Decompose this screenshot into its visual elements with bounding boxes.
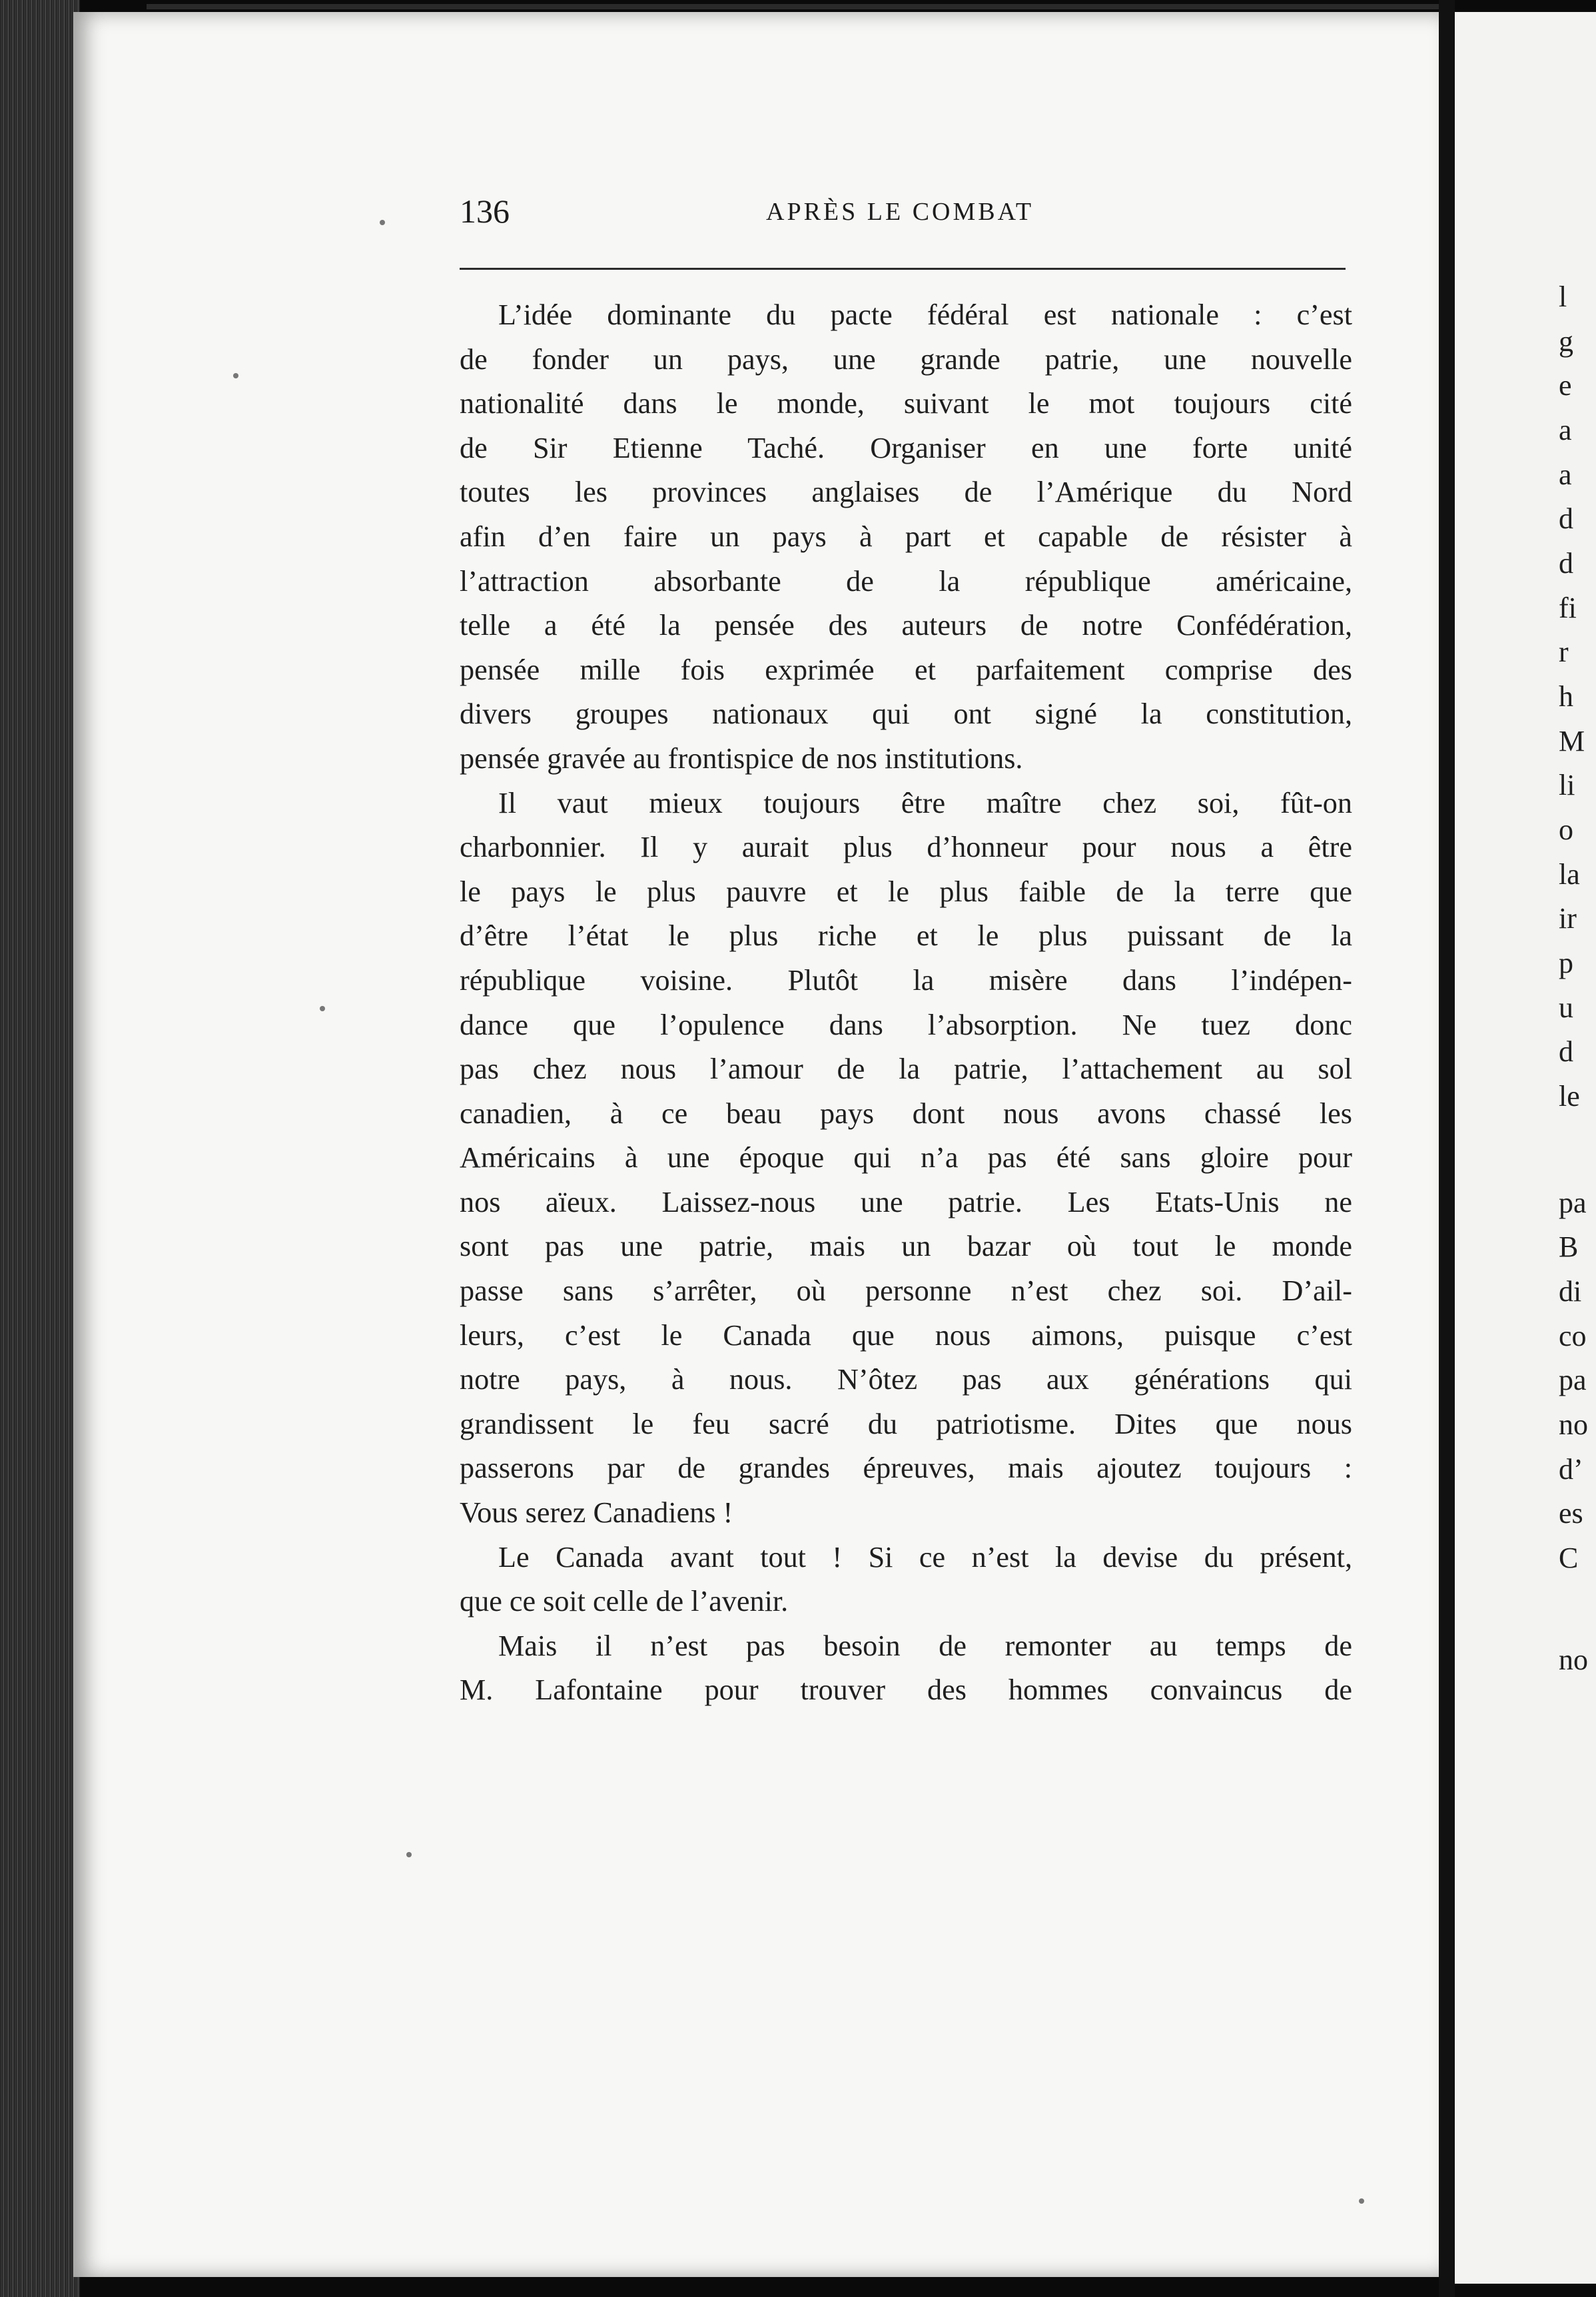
text-line: l’attraction absorbante de la république américaine, <box>460 564 1352 598</box>
next-page-fragment: g <box>1559 325 1573 358</box>
next-page-fragment: d <box>1559 547 1573 580</box>
scan-speck <box>380 220 385 225</box>
text-line: Mais il n’est pas besoin de remonter au temps de <box>498 1629 1352 1662</box>
book-page-edges <box>0 0 80 2297</box>
text-line: sont pas une patrie, mais un bazar où tout le monde <box>460 1230 1352 1263</box>
next-page-fragment: o <box>1559 813 1573 846</box>
next-page-fragment: a <box>1559 458 1572 491</box>
text-line: nationalité dans le monde, suivant le mot toujours cité <box>460 387 1352 420</box>
next-page-fragment: le <box>1559 1080 1580 1113</box>
text-line: pas chez nous l’amour de la patrie, l’attachement au sol <box>460 1053 1352 1086</box>
text-line: que ce soit celle de l’avenir. <box>460 1585 789 1618</box>
text-line: telle a été la pensée des auteurs de notre Confédération, <box>460 609 1352 642</box>
next-page-fragment: no <box>1559 1643 1588 1676</box>
paragraph-3 <box>460 1536 1352 1624</box>
book-gutter <box>1439 0 1455 2297</box>
running-head: APRÈS LE COMBAT <box>766 198 1034 226</box>
text-line: Américains à une époque qui n’a pas été sans gloire pour <box>460 1141 1352 1174</box>
header-rule <box>460 268 1346 270</box>
next-page-fragment: a <box>1559 414 1572 446</box>
text-line: de Sir Etienne Taché. Organiser en une forte unité <box>460 431 1352 464</box>
scan-speck <box>233 373 238 378</box>
text-line: d’être l’état le plus riche et le plus puissant de la <box>460 919 1352 953</box>
next-page-fragment: li <box>1559 769 1575 801</box>
next-page-fragment: la <box>1559 858 1580 891</box>
next-page-fragment: M <box>1559 725 1585 757</box>
text-line: leurs, c’est le Canada que nous aimons, puisque c’est <box>460 1318 1352 1352</box>
next-page-fragment: fi <box>1559 592 1577 624</box>
next-page-fragment: h <box>1559 680 1573 713</box>
scan-speck <box>320 1006 325 1011</box>
text-line: de fonder un pays, une grande patrie, une nouvelle <box>460 342 1352 376</box>
next-page-fragment: u <box>1559 991 1573 1024</box>
text-line: Il vaut mieux toujours être maître chez soi, fût-on <box>498 786 1352 819</box>
paragraph-1 <box>460 293 1352 781</box>
text-line: pensée mille fois exprimée et parfaitement comprise des <box>460 653 1352 686</box>
paragraph-4 <box>460 1624 1352 1713</box>
paragraph-2 <box>460 781 1352 1536</box>
next-page-fragment: B <box>1559 1230 1579 1263</box>
text-line: notre pays, à nous. N’ôtez pas aux générations qui <box>460 1363 1352 1396</box>
next-page-fragment: e <box>1559 369 1572 402</box>
next-page-fragment: co <box>1559 1320 1587 1352</box>
text-line: charbonnier. Il y aurait plus d’honneur pour nous a être <box>460 831 1352 864</box>
text-line: afin d’en faire un pays à part et capable de résister à <box>460 520 1352 553</box>
page-number: 136 <box>460 193 510 230</box>
body-text <box>460 293 1352 1713</box>
next-page-fragment: no <box>1559 1408 1588 1441</box>
text-line: Le Canada avant tout ! Si ce n’est la devise du présent, <box>498 1540 1352 1574</box>
text-line: nos aïeux. Laissez-nous une patrie. Les Etats-Unis ne <box>460 1185 1352 1218</box>
scan-speck <box>406 1852 412 1857</box>
text-line: pensée gravée au frontispice de nos institutions. <box>460 741 1023 775</box>
text-line: passe sans s’arrêter, où personne n’est chez soi. D’ail- <box>460 1274 1352 1308</box>
text-line: passerons par de grandes épreuves, mais ajoutez toujours : <box>460 1452 1352 1485</box>
next-page-fragment: pa <box>1559 1186 1587 1219</box>
text-line: dance que l’opulence dans l’absorption. Ne tuez donc <box>460 1008 1352 1041</box>
right-page-sliver <box>1455 12 1596 2284</box>
text-line: le pays le plus pauvre et le plus faible de la terre que <box>460 875 1352 908</box>
next-page-fragment: pa <box>1559 1364 1587 1396</box>
next-page-fragment: d <box>1559 502 1573 535</box>
next-page-fragment: C <box>1559 1542 1579 1574</box>
next-page-fragment: d <box>1559 1035 1573 1068</box>
scan-speck <box>1359 2198 1364 2204</box>
next-page-fragment: es <box>1559 1497 1583 1530</box>
next-page-fragment: ir <box>1559 902 1577 935</box>
next-page-fragment: d’ <box>1559 1453 1583 1486</box>
text-line: république voisine. Plutôt la misère dans l’indépen- <box>460 963 1352 997</box>
text-line: canadien, à ce beau pays dont nous avons chassé les <box>460 1097 1352 1130</box>
top-edge-shadow <box>147 4 1452 9</box>
text-line: divers groupes nationaux qui ont signé la constitution, <box>460 697 1352 731</box>
next-page-fragment: r <box>1559 636 1569 668</box>
text-line: L’idée dominante du pacte fédéral est nationale : c’est <box>498 298 1352 331</box>
text-line: Vous serez Canadiens ! <box>460 1496 733 1530</box>
text-line: M. Lafontaine pour trouver des hommes convaincus de <box>460 1673 1352 1707</box>
next-page-fragment: p <box>1559 947 1573 979</box>
page-header <box>460 192 1346 238</box>
next-page-fragment: l <box>1559 280 1567 313</box>
text-line: grandissent le feu sacré du patriotisme. Dites que nous <box>460 1407 1352 1440</box>
text-line: toutes les provinces anglaises de l’Amérique du Nord <box>460 476 1352 509</box>
next-page-fragment: di <box>1559 1275 1582 1308</box>
